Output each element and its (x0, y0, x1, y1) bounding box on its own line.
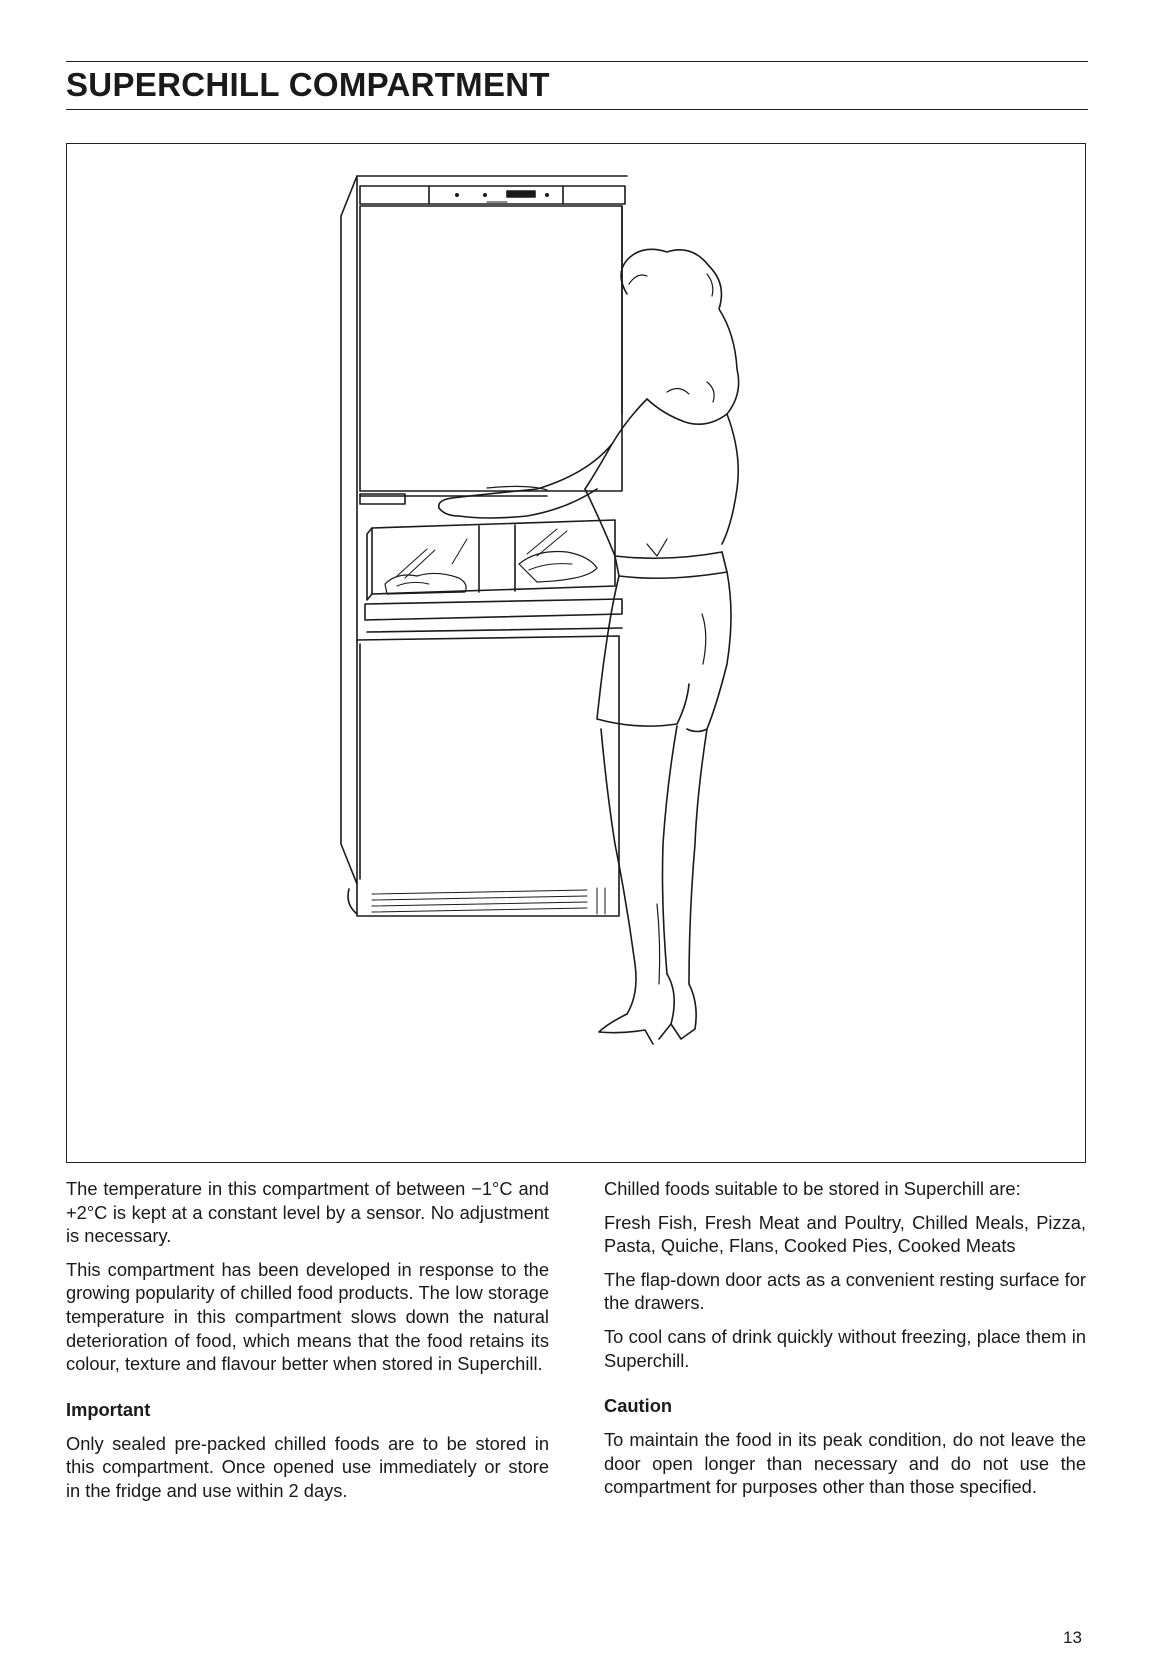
header-rule-bottom (66, 109, 1088, 110)
important-text: Only sealed pre-packed chilled foods are to be stored in this compartment. Once opened use immediately or store in the fridge and use within 2 days. (66, 1432, 549, 1501)
fridge-illustration (67, 144, 1087, 1164)
illustration-frame (66, 143, 1086, 1163)
cans-paragraph: To cool cans of drink quickly without freezing, place them in Superchill. (604, 1325, 1086, 1371)
header-rule-top (66, 61, 1088, 62)
caution-text: To maintain the food in its peak condition, do not leave the door open longer than necessary and do not use the compartment for purposes other than those specified. (604, 1429, 1086, 1498)
flap-door-paragraph: The flap-down door acts as a convenient resting surface for the drawers. (604, 1268, 1086, 1314)
important-heading: Important (66, 1398, 151, 1420)
caution-heading: Caution (604, 1395, 673, 1417)
left-column (66, 1177, 549, 1513)
right-column (604, 1177, 1086, 1509)
woman-drawing (439, 249, 739, 1044)
page-title: SUPERCHILL COMPARTMENT (66, 66, 550, 103)
development-paragraph: This compartment has been developed in response to the growing popularity of chilled food products. The low storage temperature in this compartment slows down the natural deterioration of food, which means that the food retains its colour, texture and flavour better when stored in Superchill. (66, 1258, 549, 1375)
fridge-freezer-drawing (341, 176, 627, 916)
suitable-foods-intro: Chilled foods suitable to be stored in Superchill are: (604, 1178, 1021, 1199)
page-number: 13 (1063, 1628, 1082, 1647)
temperature-paragraph: The temperature in this compartment of between −1°C and +2°C is kept at a constant level by a sensor. No adjustment is necessary. (66, 1178, 549, 1247)
suitable-foods-list: Fresh Fish, Fresh Meat and Poultry, Chilled Meals, Pizza, Pasta, Quiche, Flans, Cooked Pies, Cooked Meats (604, 1211, 1086, 1257)
